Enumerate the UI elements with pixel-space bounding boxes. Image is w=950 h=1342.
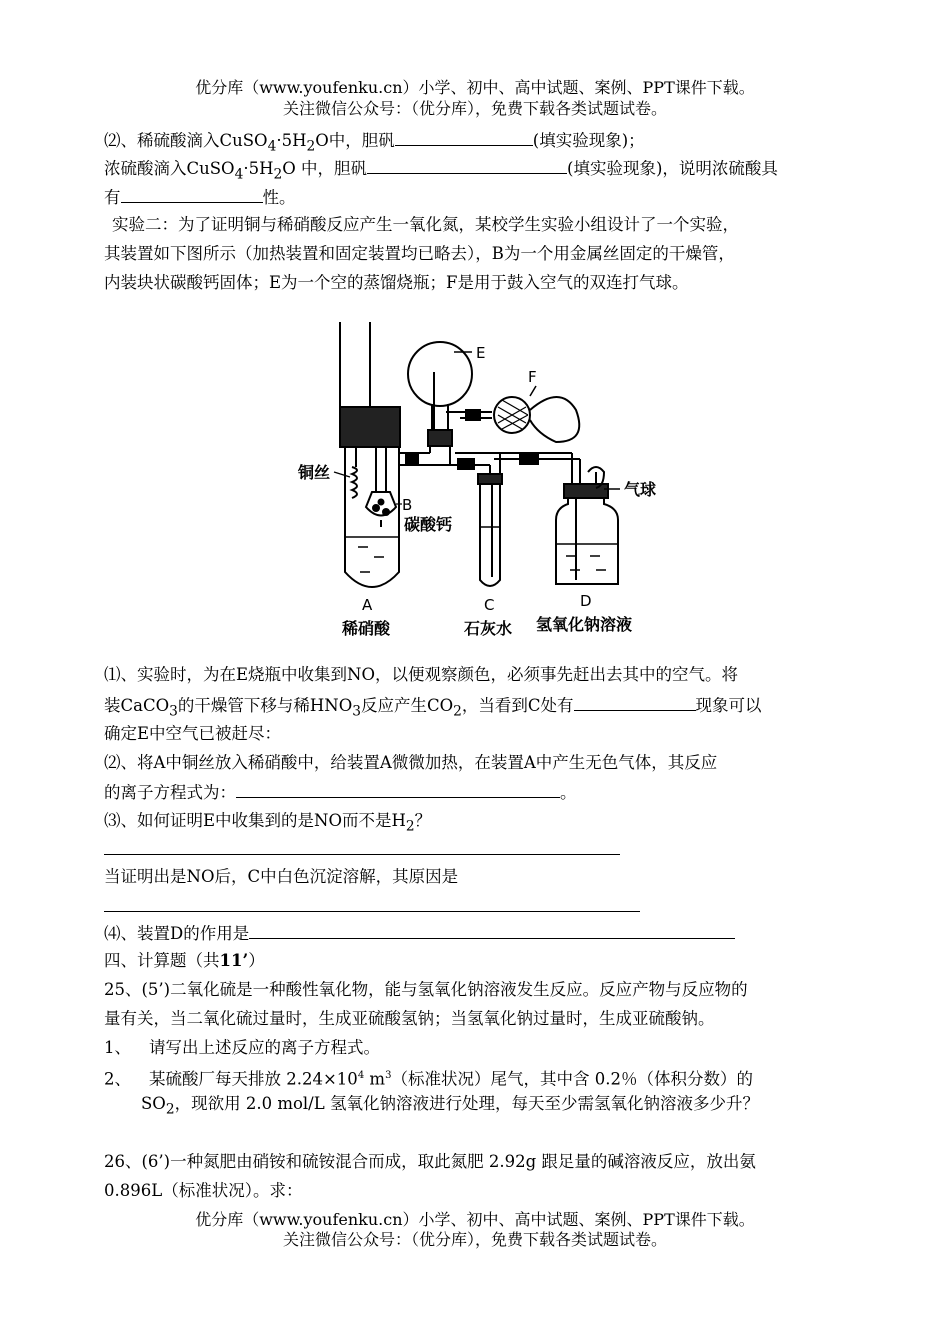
answer-blank[interactable] (121, 187, 263, 203)
answer-line[interactable] (104, 854, 620, 855)
label-D: D (580, 592, 592, 610)
label-C: C (484, 596, 495, 614)
q1-line-3: 确定E中空气已被赶尽： (104, 724, 282, 743)
part1-line-1: ⑵、稀硫酸滴入$CuSO_4\cdot 5H_2O$中，胆矾 (填实验现象)； (104, 131, 645, 155)
label-balloon: 气球 (624, 480, 657, 499)
label-A-name: 稀硝酸 (342, 619, 391, 638)
label-F: F (528, 368, 537, 386)
p26-line-1: 26、(6’)一种氮肥由硝铵和硫铵混合而成，取此氮肥 2.92g 跟足量的碱溶液反应，放出氨 (104, 1152, 756, 1171)
label-copper: 铜丝 (298, 463, 331, 482)
q3-line-2: 当证明出是NO后，C中白色沉淀溶解，其原因是 (104, 867, 459, 886)
header-line-1: 优分库（www.youfenku.cn）小学、初中、高中试题、案例、PPT课件下载。 (195, 78, 755, 97)
part1-line-2: 浓硫酸滴入$CuSO_4\cdot 5H_2O$ 中，胆矾 (填实验现象)，说明浓硫酸具 (104, 159, 778, 183)
exp2-line-3: 内装块状碳酸钙固体；E为一个空的蒸馏烧瓶；F是用于鼓入空气的双连打气球。 (104, 273, 689, 292)
label-caco3: 碳酸钙 (404, 515, 453, 534)
p25-sub-2-cont: $SO_2$，现欲用 2.0 mol/L 氢氧化钠溶液进行处理，每天至少需氢氧化钠溶液多少升？ (141, 1094, 759, 1118)
q2-line-2: 的离子方程式为： 。 (104, 783, 577, 802)
answer-blank[interactable] (249, 923, 735, 939)
answer-blank[interactable] (236, 782, 560, 798)
p25-sub-1: 1、 请写出上述反应的离子方程式。 (104, 1038, 380, 1057)
label-C-name: 石灰水 (464, 619, 513, 638)
exp2-line-2: 其装置如下图所示（加热装置和固定装置均已略去），B为一个用金属丝固定的干燥管， (104, 244, 735, 263)
apparatus-diagram (0, 312, 950, 652)
answer-blank[interactable] (395, 130, 533, 146)
q1-line-1: ⑴、实验时，为在E烧瓶中收集到NO，以便观察颜色，必须事先赶出去其中的空气。将 (104, 665, 739, 684)
q1-line-2: 装CaCO$_3$的干燥管下移与稀$HNO_3$反应产生$CO_2$，当看到C处有 现象可以 (104, 696, 762, 720)
section4-title: 四、计算题（共11’） (104, 951, 265, 970)
q4-line-1: ⑷、装置D的作用是 (104, 923, 735, 944)
label-D-name: 氢氧化钠溶液 (536, 615, 633, 634)
answer-blank[interactable] (367, 158, 567, 174)
exp2-line-1: 实验二：为了证明铜与稀硝酸反应产生一氧化氮，某校学生实验小组设计了一个实验， (112, 215, 739, 234)
footer-line-2: 关注微信公众号：（优分库），免费下载各类试题试卷。 (282, 1230, 667, 1249)
p25-line-1: 25、(5’)二氧化硫是一种酸性氧化物，能与氢氧化钠溶液发生反应。反应产物与反应物的 (104, 980, 748, 999)
header-line-2: 关注微信公众号：（优分库），免费下载各类试题试卷。 (282, 99, 667, 118)
answer-blank[interactable] (574, 695, 696, 711)
p26-line-2: 0.896L（标准状况）。求： (104, 1181, 303, 1200)
q2-line-1: ⑵、将A中铜丝放入稀硝酸中，给装置A微微加热，在装置A中产生无色气体，其反应 (104, 753, 718, 772)
label-B: B (402, 496, 413, 514)
label-E: E (476, 344, 486, 362)
answer-line[interactable] (104, 911, 640, 912)
p25-sub-2: 2、 某硫酸厂每天排放 $2.24\times 10^4$ $m^3$（标准状况）尾气，其中含 0.2％（体积分数）的 (104, 1069, 753, 1089)
label-A: A (362, 596, 373, 614)
q3-line-1: ⑶、如何证明E中收集到的是NO而不是$H_2$？ (104, 811, 432, 835)
footer-line-1: 优分库（www.youfenku.cn）小学、初中、高中试题、案例、PPT课件下载。 (195, 1210, 755, 1229)
p25-line-2: 量有关，当二氧化硫过量时，生成亚硫酸氢钠；当氢氧化钠过量时，生成亚硫酸钠。 (104, 1009, 715, 1028)
part1-line-3: 有 性。 (104, 188, 296, 207)
